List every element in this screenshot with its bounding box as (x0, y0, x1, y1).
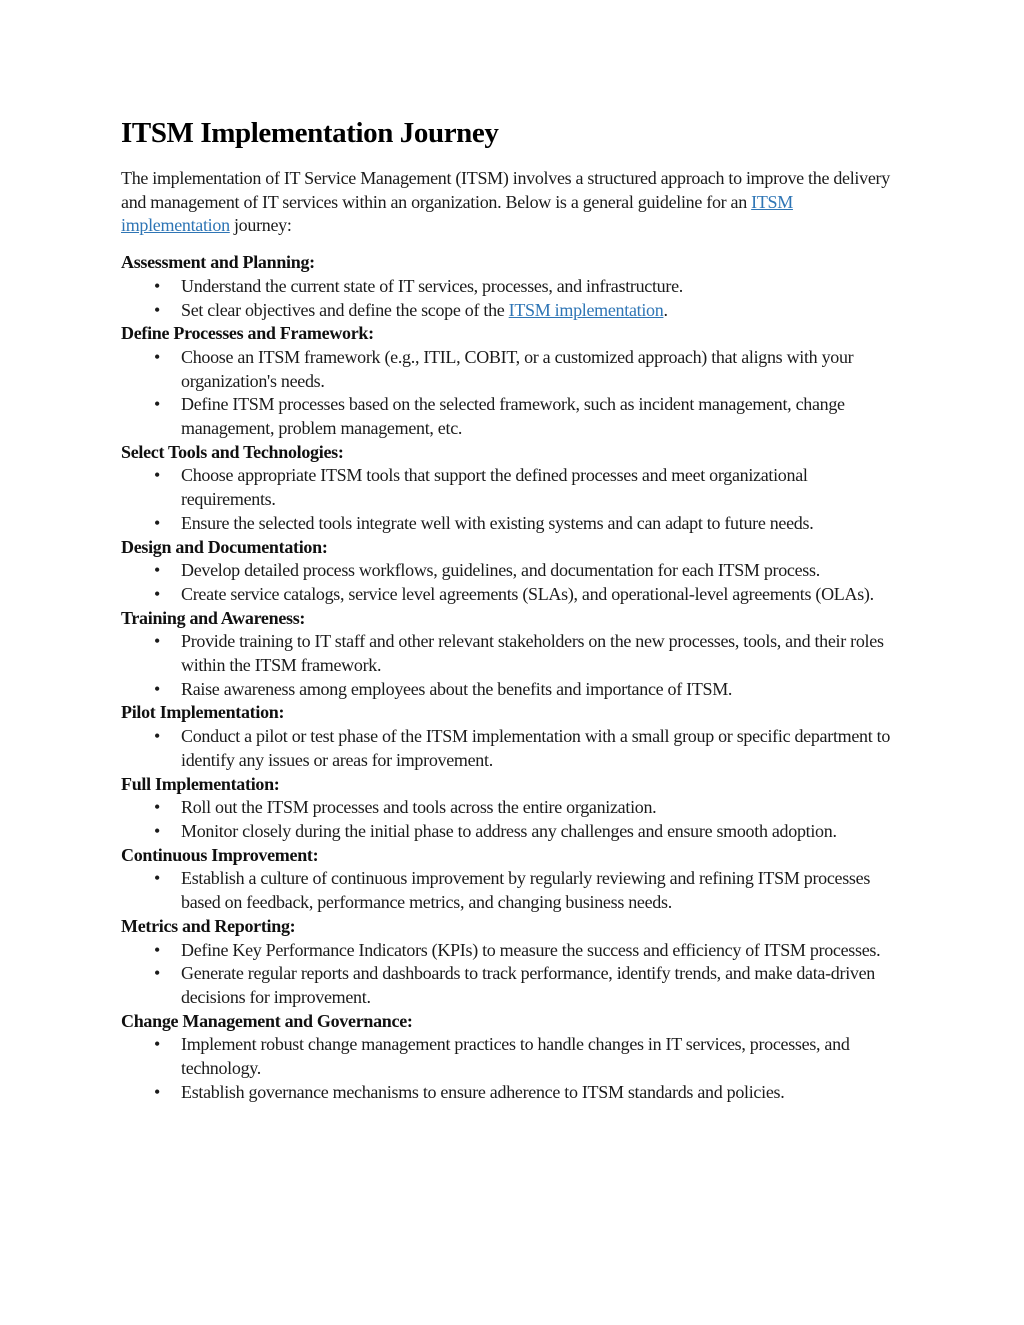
bullet-marker: • (154, 275, 161, 296)
bullet-list (121, 939, 903, 1010)
bullet-marker: • (154, 868, 161, 889)
bullet-text: Generate regular reports and dashboards to track performance, identify trends, and make data-driven decisions for improvement. (181, 963, 875, 1007)
bullet-text: Establish a culture of continuous improvement by regularly reviewing and refining ITSM processes based on feedback, performance metrics, and changing business needs. (181, 868, 871, 913)
sections-container (121, 251, 903, 1104)
bullet-text: Define ITSM processes based on the selected framework, such as incident management, change management, problem management, etc. (181, 394, 845, 439)
section (121, 536, 903, 607)
bullet-marker: • (154, 726, 161, 747)
bullet-item (121, 939, 903, 963)
bullet-text: Raise awareness among employees about the benefits and importance of ITSM. (181, 678, 733, 699)
bullet-item (121, 962, 903, 1009)
bullet-text: Choose appropriate ITSM tools that support the defined processes and meet organizational requirements. (181, 465, 808, 510)
bullet-text: Set clear objectives and define the scope of the (181, 299, 509, 320)
itsm-implementation-link[interactable]: ITSM implementation (508, 299, 664, 320)
bullet-marker: • (154, 797, 161, 818)
section-heading: Define Processes and Framework: (121, 323, 374, 344)
bullet-marker: • (154, 346, 161, 367)
bullet-item (121, 275, 903, 299)
section (121, 915, 903, 1010)
section-heading: Change Management and Governance: (121, 1010, 413, 1031)
section (121, 251, 903, 322)
bullet-item (121, 393, 903, 440)
section-heading: Design and Documentation: (121, 536, 328, 557)
bullet-marker: • (154, 963, 161, 984)
bullet-marker: • (154, 631, 161, 652)
bullet-marker: • (154, 678, 161, 699)
bullet-text: Develop detailed process workflows, guidelines, and documentation for each ITSM process. (181, 560, 820, 581)
bullet-list (121, 1033, 903, 1104)
bullet-item (121, 678, 903, 702)
bullet-item (121, 512, 903, 536)
bullet-item (121, 583, 903, 607)
intro-text-before: The implementation of IT Service Management (ITSM) involves a structured approach to improve the delivery and management of IT services within an organization. Below is a general guideline for an (121, 168, 890, 212)
bullet-item (121, 1033, 903, 1080)
section (121, 322, 903, 441)
section-heading: Select Tools and Technologies: (121, 441, 344, 462)
section (121, 607, 903, 702)
bullet-item (121, 725, 903, 772)
section (121, 441, 903, 536)
section (121, 844, 903, 915)
bullet-list (121, 464, 903, 535)
bullet-text: Conduct a pilot or test phase of the ITSM implementation with a small group or specific department to identify any issues or areas for improvement. (181, 726, 891, 770)
bullet-marker: • (154, 1081, 161, 1102)
bullet-list (121, 867, 903, 914)
bullet-item (121, 559, 903, 583)
bullet-item (121, 630, 903, 677)
section-heading: Training and Awareness: (121, 607, 306, 628)
bullet-item (121, 464, 903, 511)
bullet-text: Monitor closely during the initial phase to address any challenges and ensure smooth adoption. (181, 820, 837, 841)
bullet-item (121, 867, 903, 914)
bullet-text: Ensure the selected tools integrate well with existing systems and can adapt to future needs. (181, 512, 814, 533)
bullet-marker: • (154, 820, 161, 841)
section-heading: Full Implementation: (121, 773, 280, 794)
bullet-list (121, 630, 903, 701)
bullet-item (121, 820, 903, 844)
section (121, 701, 903, 772)
bullet-text: Define Key Performance Indicators (KPIs) to measure the success and efficiency of ITSM processes. (181, 939, 881, 960)
section-heading: Assessment and Planning: (121, 252, 315, 273)
intro-paragraph (121, 167, 903, 238)
bullet-list (121, 559, 903, 606)
bullet-marker: • (154, 299, 161, 320)
section-heading: Pilot Implementation: (121, 702, 285, 723)
bullet-marker: • (154, 939, 161, 960)
page-title: ITSM Implementation Journey (121, 117, 499, 149)
bullet-text: Implement robust change management practices to handle changes in IT services, processes, and technology. (181, 1034, 850, 1079)
bullet-text: Understand the current state of IT services, processes, and infrastructure. (181, 275, 683, 296)
bullet-text: Create service catalogs, service level agreements (SLAs), and operational-level agreements (OLAs). (181, 583, 874, 604)
section (121, 1010, 903, 1105)
bullet-marker: • (154, 560, 161, 581)
bullet-item (121, 1081, 903, 1105)
bullet-marker: • (154, 583, 161, 604)
bullet-marker: • (154, 512, 161, 533)
section-heading: Continuous Improvement: (121, 844, 319, 865)
bullet-marker: • (154, 394, 161, 415)
bullet-item (121, 796, 903, 820)
itsm-implementation-link[interactable]: ITSM implementation (121, 191, 793, 236)
intro-text-after: journey: (229, 215, 292, 236)
bullet-list (121, 796, 903, 843)
bullet-text: Roll out the ITSM processes and tools across the entire organization. (181, 797, 657, 818)
bullet-list (121, 725, 903, 772)
bullet-list (121, 275, 903, 322)
section (121, 773, 903, 844)
bullet-list (121, 346, 903, 441)
bullet-item (121, 299, 903, 323)
section-heading: Metrics and Reporting: (121, 915, 296, 936)
bullet-text: Provide training to IT staff and other relevant stakeholders on the new processes, tools, and their roles within the ITSM framework. (181, 631, 884, 676)
bullet-text: Choose an ITSM framework (e.g., ITIL, COBIT, or a customized approach) that aligns with your organization's needs. (181, 346, 854, 391)
bullet-text: Establish governance mechanisms to ensure adherence to ITSM standards and policies. (181, 1081, 785, 1102)
bullet-item (121, 346, 903, 393)
bullet-marker: • (154, 1034, 161, 1055)
bullet-marker: • (154, 465, 161, 486)
bullet-text-after: . (663, 299, 668, 320)
